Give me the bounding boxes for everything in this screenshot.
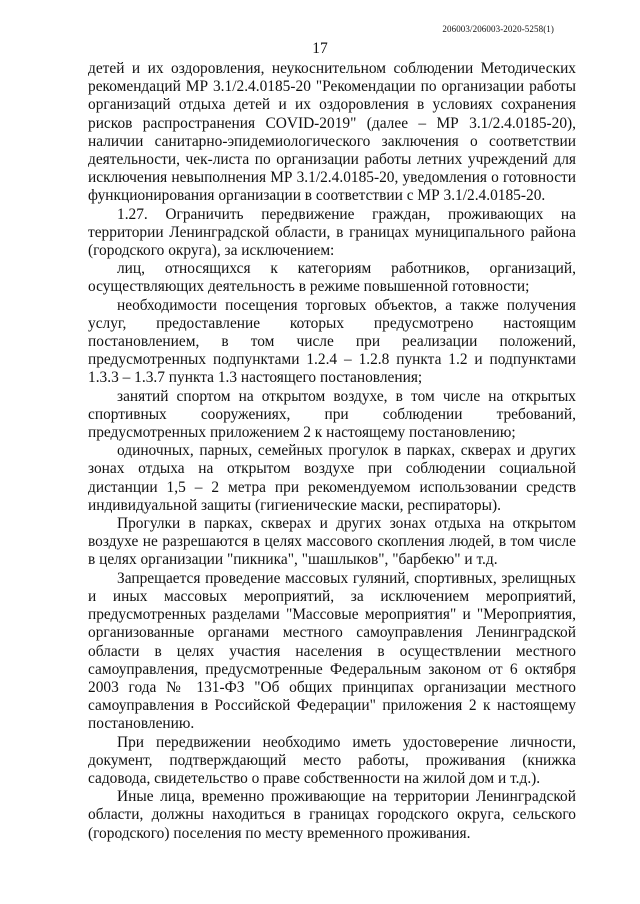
paragraph-mass-events-ban: Запрещается проведение массовых гуляний, спортивных, зрелищных и иных массовых мероприятий, за исключением мероприятий, предусмотренных разделами "Массовые мероприятия" и "Мероприятия, организованные органами местного самоуправления Ленинградской области в целях участия населения в осуществлении местного самоуправления, предусмотренные Федеральным законом от 6 октября 2003 года № 131-ФЗ "Об общих принципах организации местного самоуправления в Российской Федерации" приложения 2 к настоящему постановлению. — [88, 569, 576, 733]
paragraph-clause-1-27: 1.27. Ограничить передвижение граждан, проживающих на территории Ленинградской области, в границах муниципального района (городского округа), за исключением: — [88, 205, 576, 260]
paragraph-exception-workers: лиц, относящихся к категориям работников, организаций, осуществляющих деятельность в режиме повышенной готовности; — [88, 260, 576, 296]
paragraph-exception-shopping: необходимости посещения торговых объектов, а также получения услуг, предоставление которых предусмотрено настоящим постановлением, в том числе при реализации положений, предусмотренных подпунктами 1.2.4 – 1.2.8 пункта 1.2 и подпунктами 1.3.3 – 1.3.7 пункта 1.3 настоящего постановления; — [88, 296, 576, 387]
document-code: 206003/206003-2020-5258(1) — [442, 24, 554, 34]
paragraph-id-documents: При передвижении необходимо иметь удостоверение личности, документ, подтверждающий место работы, проживания (книжка садовода, свидетельство о праве собственности на жилой дом и т.д.). — [88, 733, 576, 787]
document-body — [88, 60, 576, 843]
paragraph-exception-walks: одиночных, парных, семейных прогулок в парках, скверах и других зонах отдыха на открытом воздухе при соблюдении социальной дистанции 1,5 – 2 метра при рекомендуемом использовании средств индивидуальной защиты (гигиенические маски, респираторы). — [88, 442, 576, 514]
paragraph-continuation: детей и их оздоровления, неукоснительном соблюдении Методических рекомендаций МР 3.1/2.4.0185-20 "Рекомендации по организации работы организаций отдыха детей и их оздоровления в условиях сохранения рисков распространения COVID-2019" (далее – МР 3.1/2.4.0185-20), наличии санитарно-эпидемиологического заключения о соответствии деятельности, чек-листа по организации работы летних учреждений для исключения невыполнения МР 3.1/2.4.0185-20, уведомления о готовности функционирования организации в соответствии с МР 3.1/2.4.0185-20. — [88, 60, 576, 205]
paragraph-temporary-residents: Иные лица, временно проживающие на территории Ленинградской области, должны находиться в границах городского округа, сельского (городского) поселения по месту временного проживания. — [88, 788, 576, 842]
paragraph-walks-restriction: Прогулки в парках, скверах и других зонах отдыха на открытом воздухе не разрешаются в целях массового скопления людей, в том числе в целях организации "пикника", "шашлыков", "барбекю" и т.д. — [88, 515, 576, 569]
page-number: 17 — [312, 40, 328, 57]
paragraph-exception-sports: занятий спортом на открытом воздухе, в том числе на открытых спортивных сооружениях, при соблюдении требований, предусмотренных приложением 2 к настоящему постановлению; — [88, 387, 576, 442]
